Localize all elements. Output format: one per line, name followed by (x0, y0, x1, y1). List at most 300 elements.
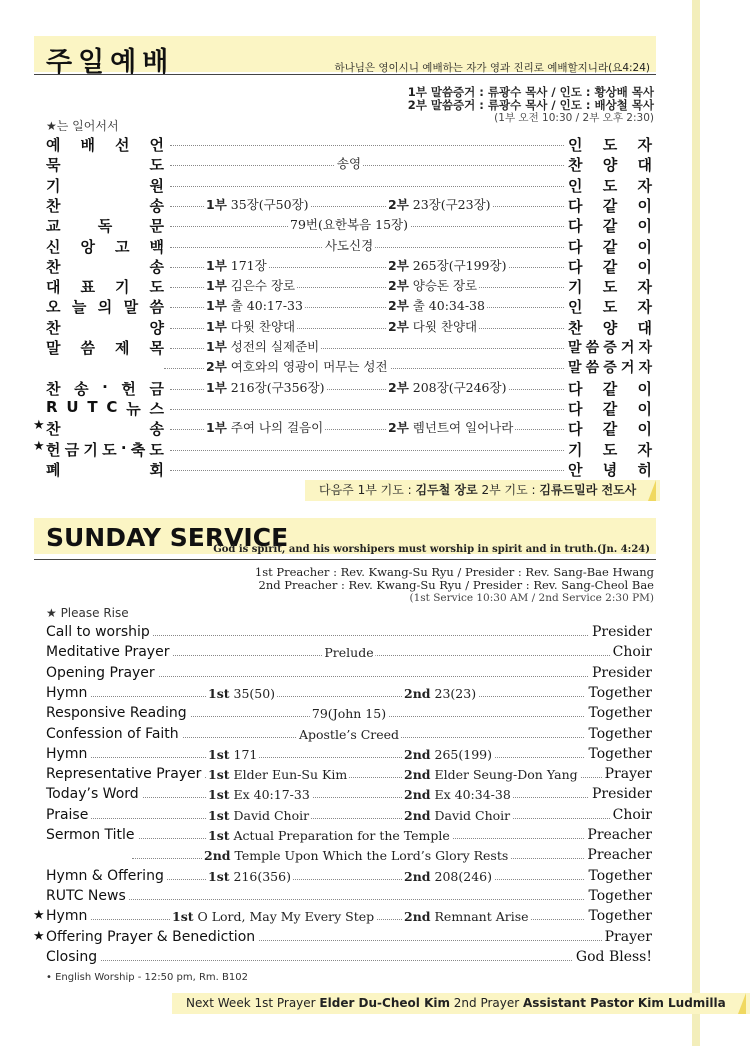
english-item-label: Opening Prayer (46, 665, 158, 681)
korean-item-label (46, 195, 164, 216)
role-char: 다 (568, 196, 583, 215)
english-item-center: Prelude (324, 645, 374, 661)
role-char: 이 (637, 196, 652, 215)
korean-item-row (33, 418, 652, 439)
label-char: 축 (130, 440, 146, 459)
part2-tag: 2nd (404, 909, 431, 925)
korean-item-role (568, 439, 652, 460)
english-part2 (402, 909, 531, 924)
english-part1 (206, 828, 452, 843)
english-item-role: Presider (589, 624, 652, 640)
english-part2 (402, 787, 513, 802)
english-item-role: Choir (610, 644, 652, 660)
english-item-label: Hymn & Offering (46, 868, 167, 884)
part1-tag: 1부 (206, 278, 227, 294)
english-service-times: (1st Service 10:30 AM / 2nd Service 2:30 PM) (409, 592, 654, 604)
label-char: 씀 (149, 298, 164, 317)
star-icon: ★ (33, 928, 45, 944)
role-char: 이 (637, 217, 652, 236)
label-char: 교 (46, 217, 61, 236)
english-item-row (46, 665, 652, 685)
role-char: 양 (602, 156, 618, 175)
english-preacher-info (255, 566, 654, 605)
dotted-leader (66, 960, 612, 961)
english-item-label: Call to worship (46, 624, 153, 640)
korean-item-label (46, 215, 164, 236)
korean-item-row (46, 337, 652, 357)
part2-text: Elder Seung-Don Yang (430, 767, 578, 783)
role-char: 말 (568, 360, 582, 377)
role-char: 같 (602, 237, 618, 256)
english-item-center: Apostle’s Creed (298, 726, 400, 742)
english-item-role: Presider (589, 786, 652, 802)
english-item-label: Praise (46, 807, 91, 823)
korean-item-label (46, 296, 164, 317)
label-char: 폐 (46, 460, 61, 479)
label-char: 대 (46, 278, 61, 297)
role-char: 양 (602, 318, 618, 337)
part1-tag: 1st (208, 868, 230, 884)
english-item-row (33, 928, 652, 949)
english-preacher-1: 1st Preacher : Rev. Kwang-Su Ryu / Presider : Rev. Sang-Bae Hwang (254, 565, 654, 579)
korean-part2 (386, 418, 515, 436)
english-item-row (46, 786, 652, 806)
english-part2 (402, 747, 494, 762)
english-item-label: Responsive Reading (46, 705, 190, 721)
part2-tag: 2nd (404, 787, 431, 803)
korean-item-label (46, 256, 164, 277)
label-char: 도 (102, 440, 117, 459)
korean-service-times: (1부 오전 10:30 / 2부 오후 2:30) (494, 112, 654, 124)
korean-item-row (33, 438, 652, 459)
label-char: 씀 (80, 339, 95, 357)
english-item-row (46, 766, 652, 786)
label-char: 앙 (80, 237, 95, 256)
role-char: 거 (620, 360, 635, 377)
part1-tag: 2부 (206, 359, 227, 375)
korean-preacher-2: 2부 말씀증거 : 류광수 목사 / 인도 : 배상철 목사 (407, 98, 654, 112)
dotted-leader (170, 186, 564, 187)
english-item-role: Presider (589, 665, 652, 681)
role-char: 찬 (568, 156, 583, 175)
dotted-leader (170, 409, 564, 410)
english-item-row (46, 868, 652, 888)
part2-tag: 2nd (404, 868, 431, 884)
english-item-label: Today’s Word (46, 786, 142, 802)
role-char: 기 (568, 278, 583, 297)
korean-verse: 하나님은 영이시니 예배하는 자가 영과 진리로 예배할지니라(요4:24) (334, 62, 650, 74)
role-char: 안 (568, 460, 583, 479)
role-char: 이 (637, 237, 652, 256)
korean-item-label (46, 154, 164, 175)
role-char: 증 (603, 340, 617, 356)
korean-item-label (46, 175, 164, 196)
role-char: 이 (637, 420, 652, 439)
star-icon: ★ (33, 438, 45, 454)
korean-part2 (386, 276, 479, 294)
star-icon: ★ (33, 908, 45, 924)
english-item-role: Together (585, 868, 652, 884)
role-char: 자 (637, 136, 652, 154)
part1-text: 성전의 실제준비 (226, 339, 320, 354)
korean-item-label (46, 236, 164, 257)
korean-item-label (46, 337, 164, 358)
label-char: 백 (149, 237, 164, 256)
english-item-row (46, 746, 652, 766)
korean-preacher-info (408, 86, 654, 125)
korean-item-role (568, 378, 652, 399)
part1-text: 216장(구356장) (226, 379, 325, 395)
english-part2 (402, 686, 478, 701)
english-item-role: Together (585, 888, 652, 904)
english-item-role: Prayer (602, 929, 652, 945)
korean-item-role (568, 357, 652, 377)
part1-tag: 1st (208, 807, 230, 823)
next-week-prefix-en: Next Week 1st Prayer (186, 996, 320, 1010)
part1-tag: 1st (208, 746, 230, 762)
part2-text: 23장(구23장) (408, 196, 491, 212)
label-char: · (102, 377, 108, 396)
english-item-row (46, 847, 652, 867)
korean-part1 (204, 378, 326, 396)
role-char: 인 (568, 136, 583, 154)
label-char: 회 (149, 460, 164, 479)
part2-tag: 2nd (404, 807, 431, 823)
english-item-center: 79(John 15) (311, 706, 387, 722)
korean-item-role (568, 215, 652, 236)
role-char: 자 (637, 298, 652, 317)
korean-item-row (46, 256, 652, 276)
part1-tag: 1st (172, 909, 194, 925)
next-week-prayer-2: 김류드밀라 전도사 (539, 483, 637, 497)
label-char: 도 (149, 440, 164, 459)
korean-section-title: 주일예배 (46, 47, 175, 78)
next-week-mid-en: 2nd Prayer (449, 996, 524, 1010)
korean-item-label (46, 439, 164, 460)
korean-item-row (46, 357, 652, 377)
part1-text: Ex 40:17-33 (229, 787, 310, 803)
dotted-leader (66, 797, 612, 798)
english-section-title: SUNDAY SERVICE (46, 523, 289, 552)
korean-item-role (568, 317, 652, 338)
role-char: 인 (568, 298, 583, 317)
korean-preacher-1: 1부 말씀증거 : 류광수 목사 / 인도 : 황상배 목사 (407, 85, 654, 99)
korean-item-row (46, 215, 652, 235)
english-item-row (46, 705, 652, 725)
part2-text: David Choir (430, 807, 511, 823)
part2-text: 렘넌트여 일어나라 (408, 420, 514, 436)
english-item-role: Preacher (584, 847, 652, 863)
label-char: T (87, 397, 98, 416)
role-char: 말 (568, 340, 582, 356)
label-char: 언 (149, 136, 164, 154)
part2-tag: 2부 (388, 257, 409, 273)
part2-text: Remnant Arise (430, 909, 529, 925)
part1-text: 출 40:17-33 (226, 298, 303, 314)
english-part1 (206, 869, 293, 884)
korean-item-role (568, 154, 652, 175)
english-item-role: Together (585, 705, 652, 721)
english-part1 (206, 767, 349, 782)
english-item-label: Representative Prayer (46, 766, 204, 782)
part1-text: O Lord, May My Every Step (193, 909, 375, 925)
korean-part1 (204, 256, 269, 274)
english-item-role: Preacher (584, 827, 652, 843)
korean-part1 (204, 357, 390, 375)
korean-item-row (46, 398, 652, 418)
part2-tag: 2nd (404, 746, 431, 762)
role-char: 도 (602, 298, 618, 317)
label-char: 헌 (46, 440, 61, 459)
korean-item-label (46, 276, 164, 297)
korean-item-role (568, 296, 652, 317)
english-item-role: God Bless! (573, 949, 652, 965)
part1-text: 다윗 찬양대 (226, 318, 296, 334)
korean-part1 (204, 418, 325, 436)
part2-text: 265장(구199장) (408, 257, 507, 273)
role-char: 자 (637, 440, 652, 459)
part1-tag: 1st (208, 787, 230, 803)
part2-tag: 2부 (388, 278, 409, 294)
label-char: R (46, 397, 58, 416)
label-char: 기 (83, 440, 98, 459)
label-char: 말 (123, 298, 139, 317)
label-char: 기 (46, 176, 61, 195)
part1-text: Actual Preparation for the Temple (229, 828, 450, 843)
part1-tag: 1st (208, 767, 230, 783)
label-char: 문 (149, 217, 164, 236)
dotted-leader (66, 696, 612, 697)
english-item-row (46, 624, 652, 644)
label-char: 의 (97, 298, 113, 317)
english-part2 (402, 767, 580, 782)
part2-text: 208장(구246장) (408, 379, 507, 395)
label-char: 고 (115, 237, 130, 256)
label-char: 선 (115, 136, 130, 154)
english-item-label: Confession of Faith (46, 726, 182, 742)
role-char: 자 (638, 340, 652, 356)
english-part2 (402, 869, 494, 884)
role-char: 거 (620, 340, 635, 356)
label-char: 송 (149, 257, 164, 276)
korean-item-row (46, 154, 652, 174)
korean-part1 (204, 317, 297, 335)
label-char: 찬 (46, 257, 61, 276)
label-char: 양 (149, 318, 164, 337)
english-item-role: Prayer (602, 766, 652, 782)
korean-item-role (568, 195, 652, 216)
part1-tag: 1부 (206, 420, 227, 436)
star-icon: ★ (33, 418, 45, 434)
part1-tag: 1st (208, 685, 230, 701)
part1-text: 여호와의 영광이 머무는 성전 (226, 359, 388, 375)
korean-item-label (46, 459, 164, 480)
label-char: 찬 (46, 318, 61, 337)
korean-part2 (386, 195, 493, 213)
label-char: · (120, 438, 127, 457)
english-next-week-prayer (172, 993, 750, 1014)
role-char: 도 (602, 440, 618, 459)
role-char: 다 (568, 257, 583, 276)
english-preacher-2: 2nd Preacher : Rev. Kwang-Su Ryu / Presider : Rev. Sang-Cheol Bae (258, 578, 654, 592)
next-week-prefix: 다음주 1부 기도 : (319, 483, 416, 497)
role-char: 같 (602, 399, 618, 418)
english-item-role: Together (585, 685, 652, 701)
korean-item-label (46, 134, 164, 155)
english-item-label: Sermon Title (46, 827, 138, 843)
part1-text: 35장(구50장) (226, 196, 309, 212)
role-char: 도 (602, 176, 618, 195)
label-char: 송 (149, 420, 164, 439)
english-part1 (170, 909, 376, 924)
role-char: 인 (568, 176, 583, 195)
english-item-label: Closing (46, 949, 100, 965)
english-item-row (46, 685, 652, 705)
english-item-label: Hymn (46, 746, 90, 762)
korean-item-row (46, 378, 652, 398)
part2-tag: 2nd (404, 685, 431, 701)
role-char: 도 (602, 278, 618, 297)
english-item-row (46, 949, 652, 969)
english-part1 (206, 686, 277, 701)
next-week-mid: 2부 기도 : (477, 483, 540, 497)
english-item-role: Together (585, 746, 652, 762)
english-item-row (46, 827, 652, 847)
part2-text: 23(23) (430, 685, 477, 701)
part2-tag: 2부 (388, 379, 409, 395)
part2-tag: 2nd (404, 767, 431, 783)
label-char: 찬 (46, 196, 61, 215)
next-week-prayer-2-en: Assistant Pastor Kim Ludmilla (523, 996, 726, 1010)
korean-item-label (46, 317, 164, 338)
english-item-row (46, 726, 652, 746)
korean-part2 (386, 256, 508, 274)
part1-tag: 1부 (206, 339, 227, 354)
korean-part2 (386, 317, 479, 335)
label-char: 늘 (71, 298, 87, 317)
role-char: 자 (637, 278, 652, 297)
accent-triangle (648, 480, 656, 501)
korean-rise-note: ★는 일어서서 (46, 119, 119, 133)
part2-tag: 2부 (388, 318, 409, 334)
label-char: 목 (149, 339, 164, 357)
english-part1 (206, 808, 311, 823)
part2-text: 다윗 찬양대 (408, 318, 478, 334)
role-char: 기 (568, 440, 583, 459)
part2-tag: 2부 (388, 298, 409, 314)
english-item-label: RUTC News (46, 888, 129, 904)
english-item-role: Choir (610, 807, 652, 823)
part1-text: 171 (229, 746, 258, 762)
label-char: 금 (64, 440, 80, 459)
part2-tag: 2부 (388, 196, 409, 212)
english-part1 (206, 747, 259, 762)
korean-item-center: 79번(요한복음 15장) (290, 217, 408, 233)
role-char: 같 (602, 379, 618, 398)
english-item-label: Offering Prayer & Benediction (46, 929, 258, 945)
part2-text: Ex 40:34-38 (430, 787, 511, 803)
korean-item-label (46, 418, 164, 439)
part1-tag: 2nd (204, 848, 231, 864)
korean-item-role (568, 256, 652, 277)
part1-text: 주여 나의 걸음이 (226, 420, 324, 436)
english-title-rule (34, 559, 656, 560)
part1-text: 216(356) (229, 868, 291, 884)
english-rise-note: ★ Please Rise (46, 606, 129, 620)
dotted-leader (170, 145, 564, 146)
role-char: 이 (637, 379, 652, 398)
next-week-prayer-1: 김두철 장로 (415, 483, 478, 497)
role-char: 증 (603, 360, 617, 377)
korean-item-row (46, 317, 652, 337)
page-edge-strip (692, 0, 700, 1046)
korean-item-center: 송영 (336, 156, 362, 172)
korean-item-center: 사도신경 (324, 237, 374, 253)
korean-part1 (204, 276, 297, 294)
korean-part1 (204, 296, 305, 314)
english-item-role: Together (585, 908, 652, 924)
part1-tag: 1부 (206, 196, 227, 212)
dotted-leader (170, 165, 564, 166)
role-char: 찬 (568, 318, 583, 337)
korean-item-row (46, 195, 652, 215)
korean-next-week-prayer (305, 480, 660, 501)
label-char: 말 (46, 339, 61, 357)
korean-item-label (46, 378, 164, 399)
label-char: 표 (80, 278, 95, 297)
role-char: 대 (637, 318, 652, 337)
label-char: 신 (46, 237, 61, 256)
english-item-row (46, 807, 652, 827)
label-char: 오 (46, 298, 61, 317)
korean-title-rule (34, 74, 656, 75)
part2-text: 출 40:34-38 (408, 298, 485, 314)
part2-text: 양승돈 장로 (408, 278, 478, 294)
part1-text: 김은수 장로 (226, 278, 296, 294)
korean-item-role (568, 175, 652, 196)
next-week-prayer-1-en: Elder Du-Cheol Kim (319, 996, 450, 1010)
role-char: 다 (568, 420, 583, 439)
label-char: 제 (115, 339, 130, 357)
role-char: 같 (602, 420, 618, 439)
korean-item-role (568, 276, 652, 297)
korean-item-label (46, 398, 164, 419)
label-char: 뉴 (126, 399, 141, 418)
korean-part2 (386, 296, 487, 314)
dotted-leader (170, 450, 564, 451)
label-char: 도 (149, 156, 164, 175)
role-char: 다 (568, 399, 583, 418)
label-char: 송 (74, 379, 89, 398)
dotted-leader (66, 899, 612, 900)
korean-item-row (46, 236, 652, 256)
dotted-leader (66, 818, 612, 819)
english-verse: God is spirit, and his worshipers must worship in spirit and in truth.(Jn. 4:24) (213, 544, 650, 555)
role-char: 이 (637, 399, 652, 418)
korean-item-role (568, 134, 652, 155)
part1-text: 171장 (226, 257, 267, 273)
accent-triangle-en (738, 993, 746, 1014)
english-worship-note: • English Worship - 12:50 pm, Rm. B102 (46, 972, 248, 983)
part2-text: 265(199) (430, 746, 492, 762)
dotted-leader (66, 757, 612, 758)
part1-tag: 1부 (206, 318, 227, 334)
korean-item-role (568, 459, 652, 480)
part2-text: 208(246) (430, 868, 492, 884)
korean-item-role (568, 236, 652, 257)
dotted-leader (170, 470, 564, 471)
role-char: 씀 (585, 360, 600, 377)
